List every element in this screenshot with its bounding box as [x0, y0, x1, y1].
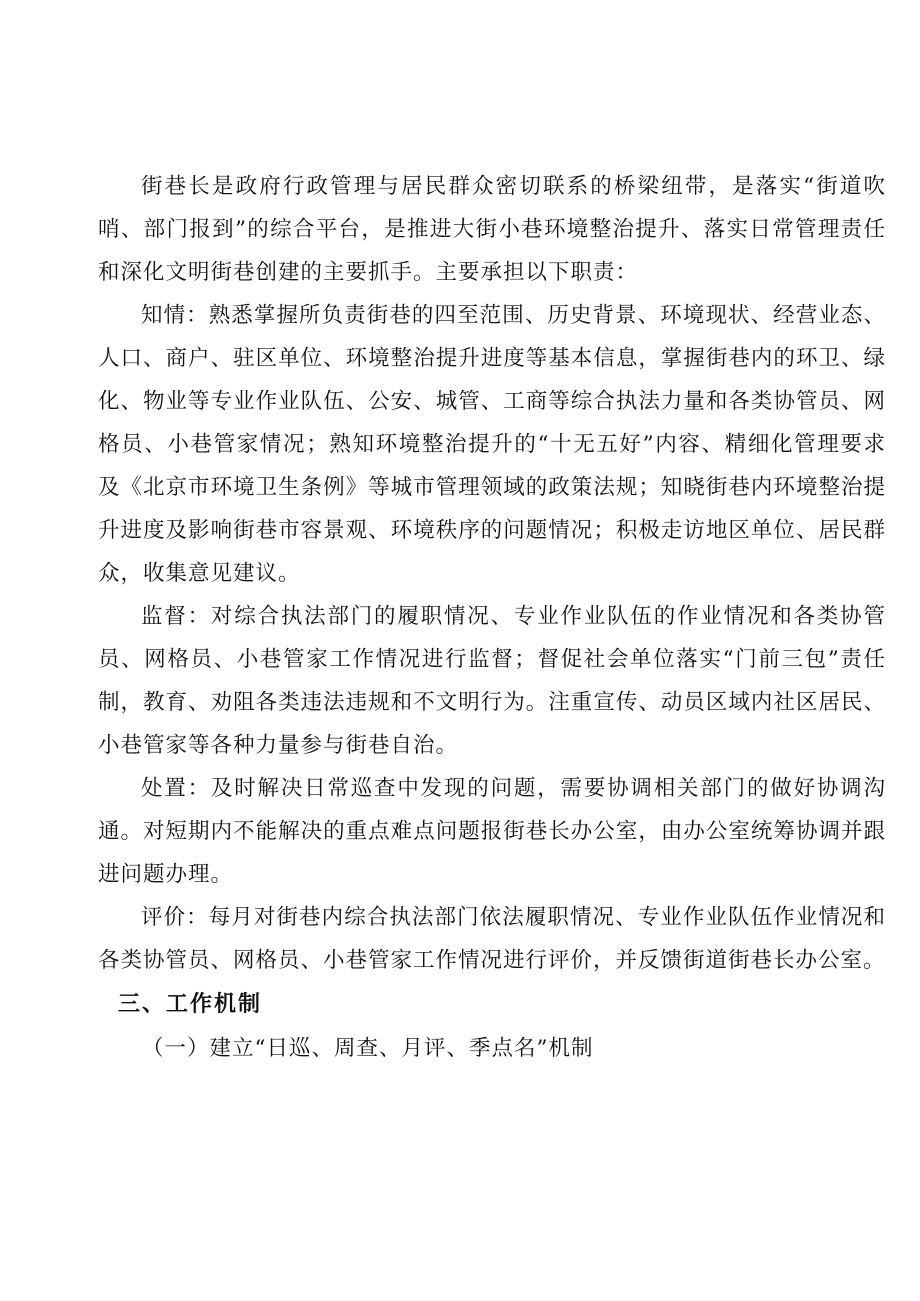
intro-paragraph: 街巷长是政府行政管理与居民群众密切联系的桥梁纽带，是落实“街道吹哨、部门报到”的综合平台，是推进大街小巷环境整治提升、落实日常管理责任和深化文明街巷创建的主要抓手。主要承担以下职责： [98, 174, 886, 285]
duty-paragraph-supervise: 监督：对综合执法部门的履职情况、专业作业队伍的作业情况和各类协管员、网格员、小巷管家工作情况进行监督；督促社会单位落实“门前三包”责任制，教育、劝阻各类违法违规和不文明行为。注重宣传、动员区域内社区居民、小巷管家等各种力量参与街巷自治。 [98, 604, 886, 758]
section-heading: 三、工作机制 [118, 992, 263, 1017]
duty-paragraph-inform: 知情：熟悉掌握所负责街巷的四至范围、历史背景、环境现状、经营业态、人口、商户、驻区单位、环境整治提升进度等基本信息，掌握街巷内的环卫、绿化、物业等专业作业队伍、公安、城管、工商等综合执法力量和各类协管员、网格员、小巷管家情况；熟知环境整治提升的“十无五好”内容、精细化管理要求及《北京市环境卫生条例》等城市管理领域的政策法规；知晓街巷内环境整治提升进度及影响街巷市容景观、环境秩序的问题情况；积极走访地区单位、居民群众，收集意见建议。 [98, 303, 886, 586]
subsection-heading: （一）建立“日巡、周查、月评、季点名”机制 [142, 1036, 594, 1061]
document-page [98, 165, 886, 1070]
duty-paragraph-handle: 处置：及时解决日常巡查中发现的问题，需要协调相关部门的做好协调沟通。对短期内不能解决的重点难点问题报街巷长办公室，由办公室统筹协调并跟进问题办理。 [98, 776, 886, 887]
duty-paragraph-evaluate: 评价：每月对街巷内综合执法部门依法履职情况、专业作业队伍作业情况和各类协管员、网格员、小巷管家工作情况进行评价，并反馈街道街巷长办公室。 [98, 905, 886, 973]
